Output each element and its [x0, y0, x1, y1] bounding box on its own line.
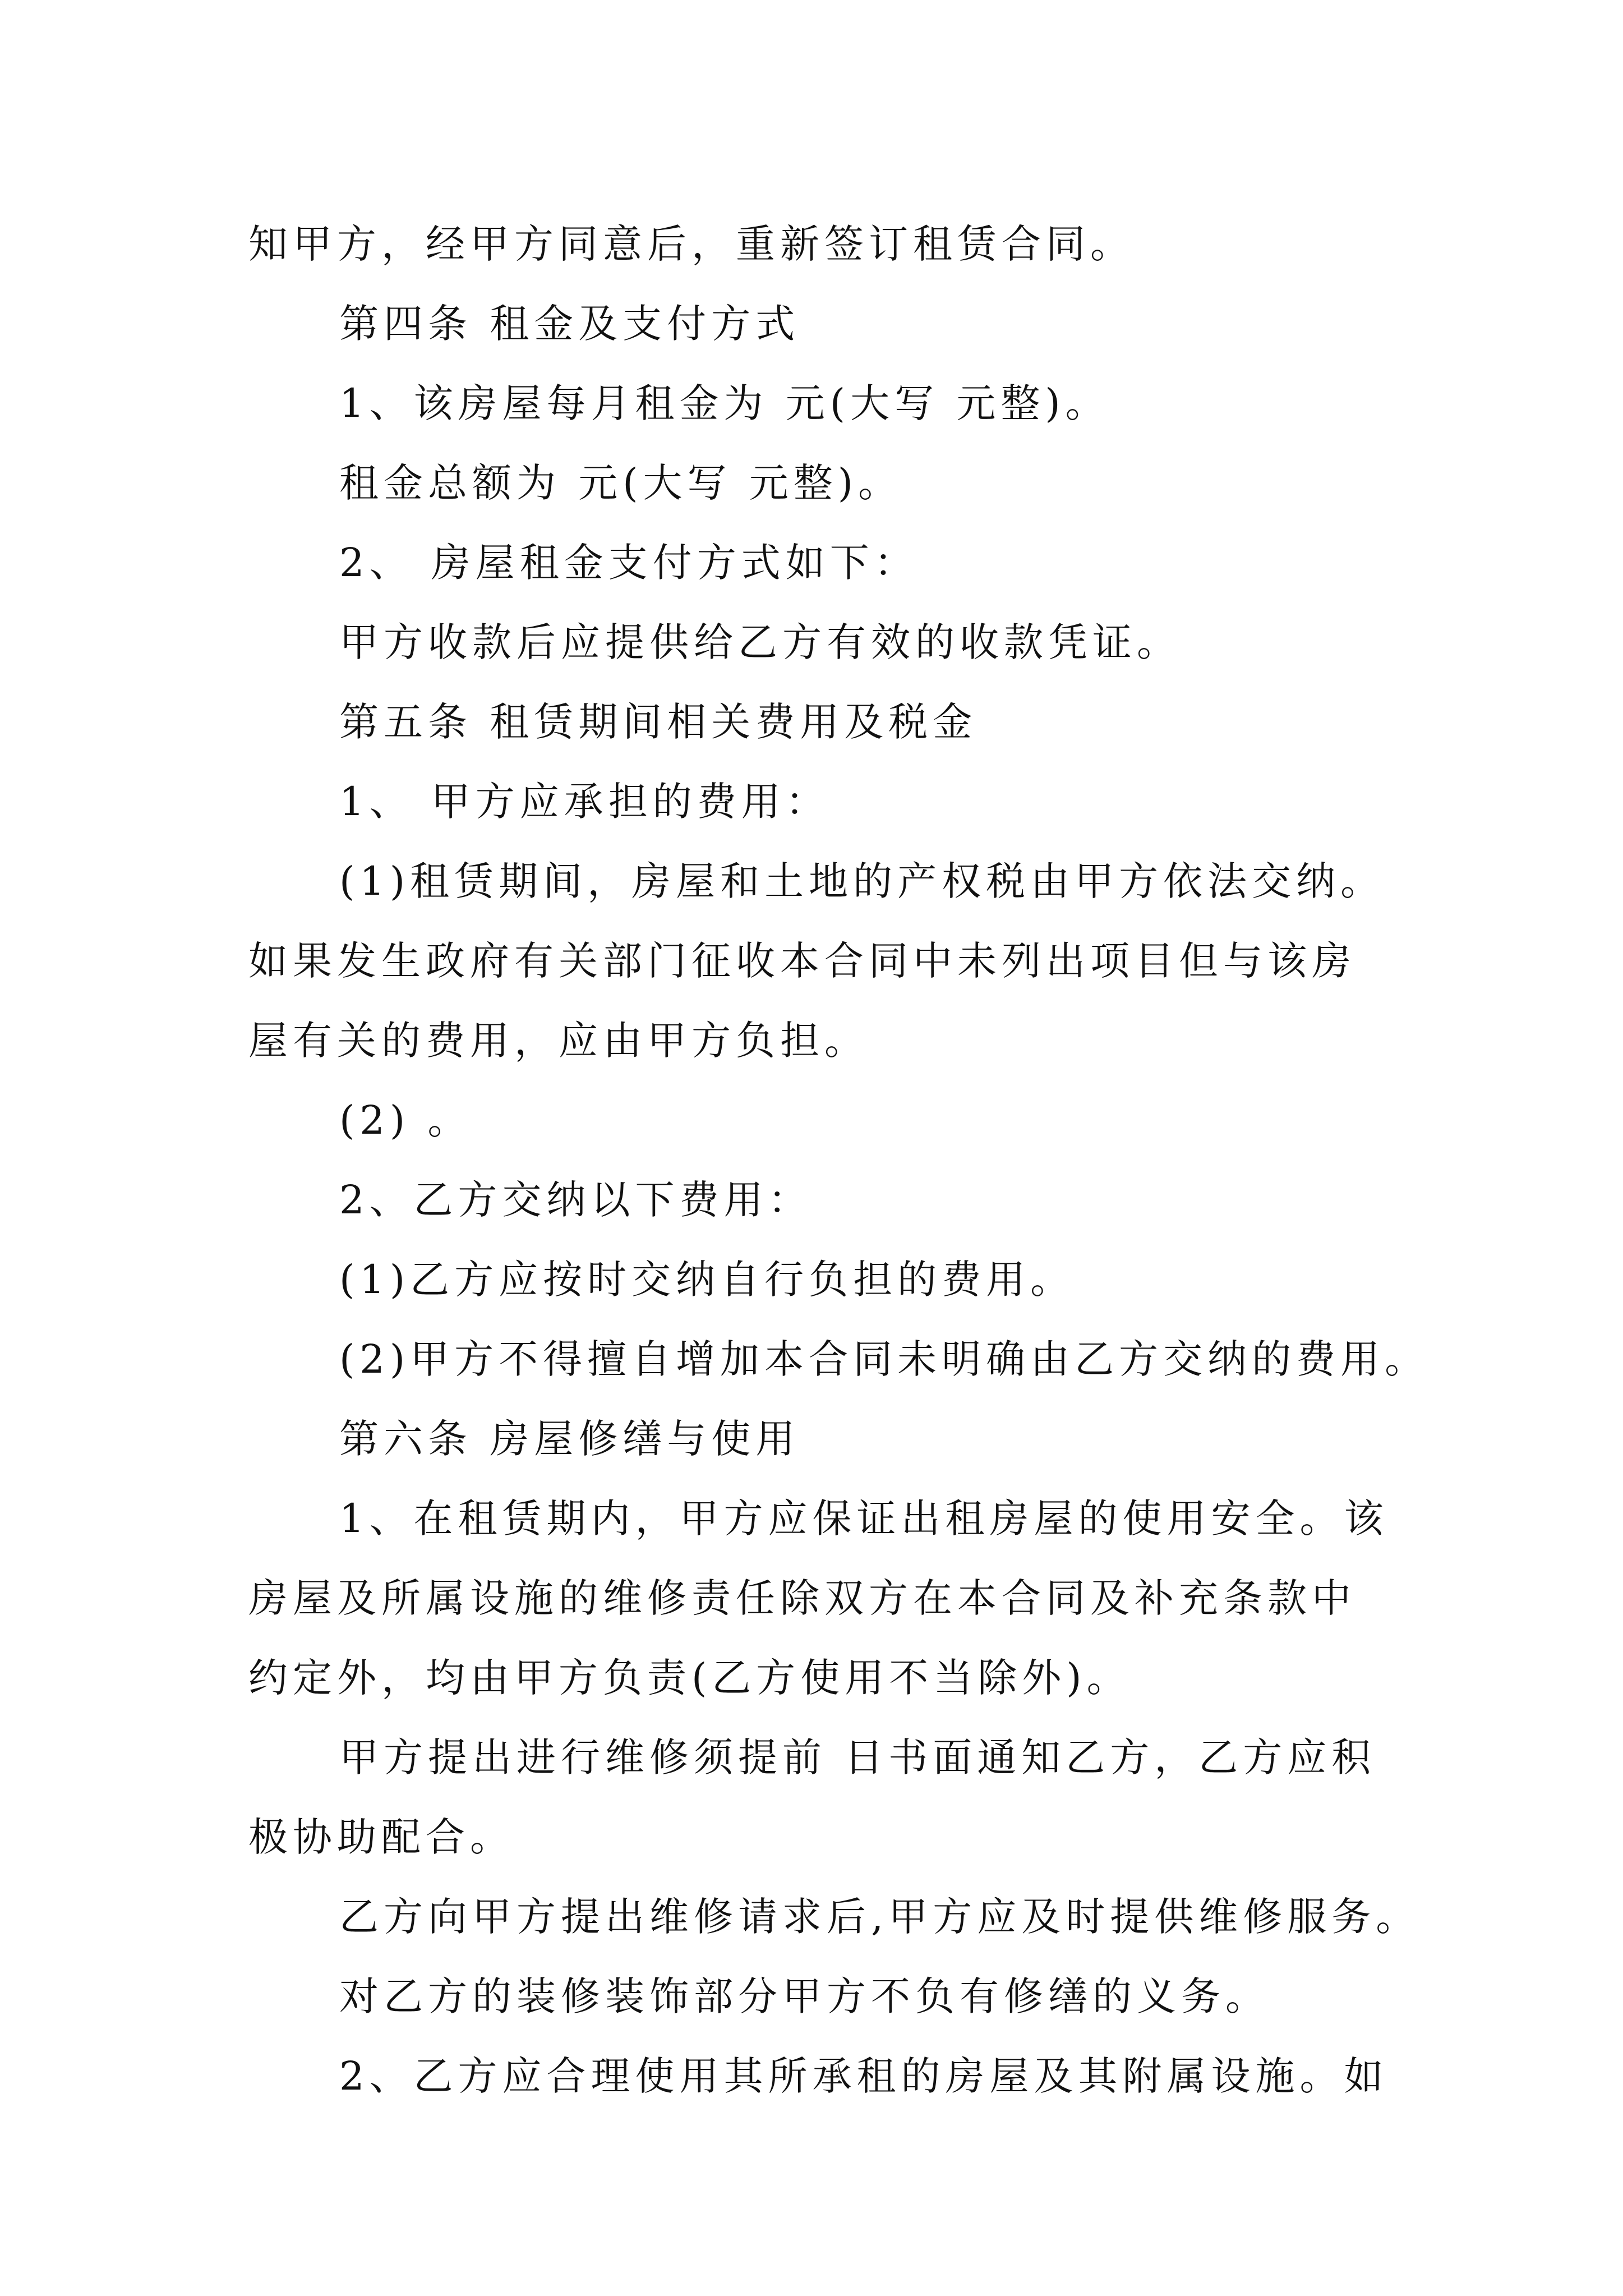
- text-line: 甲方提出进行维修须提前 日书面通知乙方，乙方应积: [339, 1734, 1376, 1780]
- text-line: 甲方收款后应提供给乙方有效的收款凭证。: [339, 619, 1181, 665]
- text-line: 1、 甲方应承担的费用：: [339, 779, 830, 825]
- text-line: 屋有关的费用，应由甲方负担。: [248, 1018, 869, 1064]
- text-line: 租金总额为 元(大写 元整)。: [339, 460, 903, 506]
- text-line: 2、乙方应合理使用其所承租的房屋及其附属设施。如: [339, 2053, 1389, 2099]
- text-line: 2、乙方交纳以下费用：: [339, 1177, 813, 1223]
- text-line: (1)租赁期间，房屋和土地的产权税由甲方依法交纳。: [339, 858, 1385, 904]
- text-line: (1)乙方应按时交纳自行负担的费用。: [339, 1257, 1075, 1303]
- section-heading-article-5: 第五条 租赁期间相关费用及税金: [339, 699, 978, 745]
- text-line: 对乙方的装修装饰部分甲方不负有修缮的义务。: [339, 1973, 1270, 2019]
- text-line: (2)甲方不得擅自增加本合同未明确由乙方交纳的费用。: [339, 1336, 1430, 1382]
- text-line: 乙方向甲方提出维修请求后,甲方应及时提供维修服务。: [339, 1894, 1421, 1940]
- text-line: 2、 房屋租金支付方式如下：: [339, 540, 919, 586]
- section-heading-article-6: 第六条 房屋修缮与使用: [339, 1416, 800, 1462]
- text-line: 房屋及所属设施的维修责任除双方在本合同及补充条款中: [248, 1575, 1356, 1621]
- text-line: 1、该房屋每月租金为 元(大写 元整)。: [339, 380, 1110, 426]
- text-line: 知甲方，经甲方同意后，重新签订租赁合同。: [248, 221, 1135, 267]
- text-line: 如果发生政府有关部门征收本合同中未列出项目但与该房: [248, 938, 1356, 984]
- section-heading-article-4: 第四条 租金及支付方式: [339, 301, 800, 347]
- text-line: 1、在租赁期内，甲方应保证出租房屋的使用安全。该: [339, 1496, 1389, 1542]
- text-line: (2) 。: [339, 1097, 472, 1143]
- text-line: 极协助配合。: [248, 1814, 514, 1860]
- text-line: 约定外，均由甲方负责(乙方使用不当除外)。: [248, 1655, 1131, 1701]
